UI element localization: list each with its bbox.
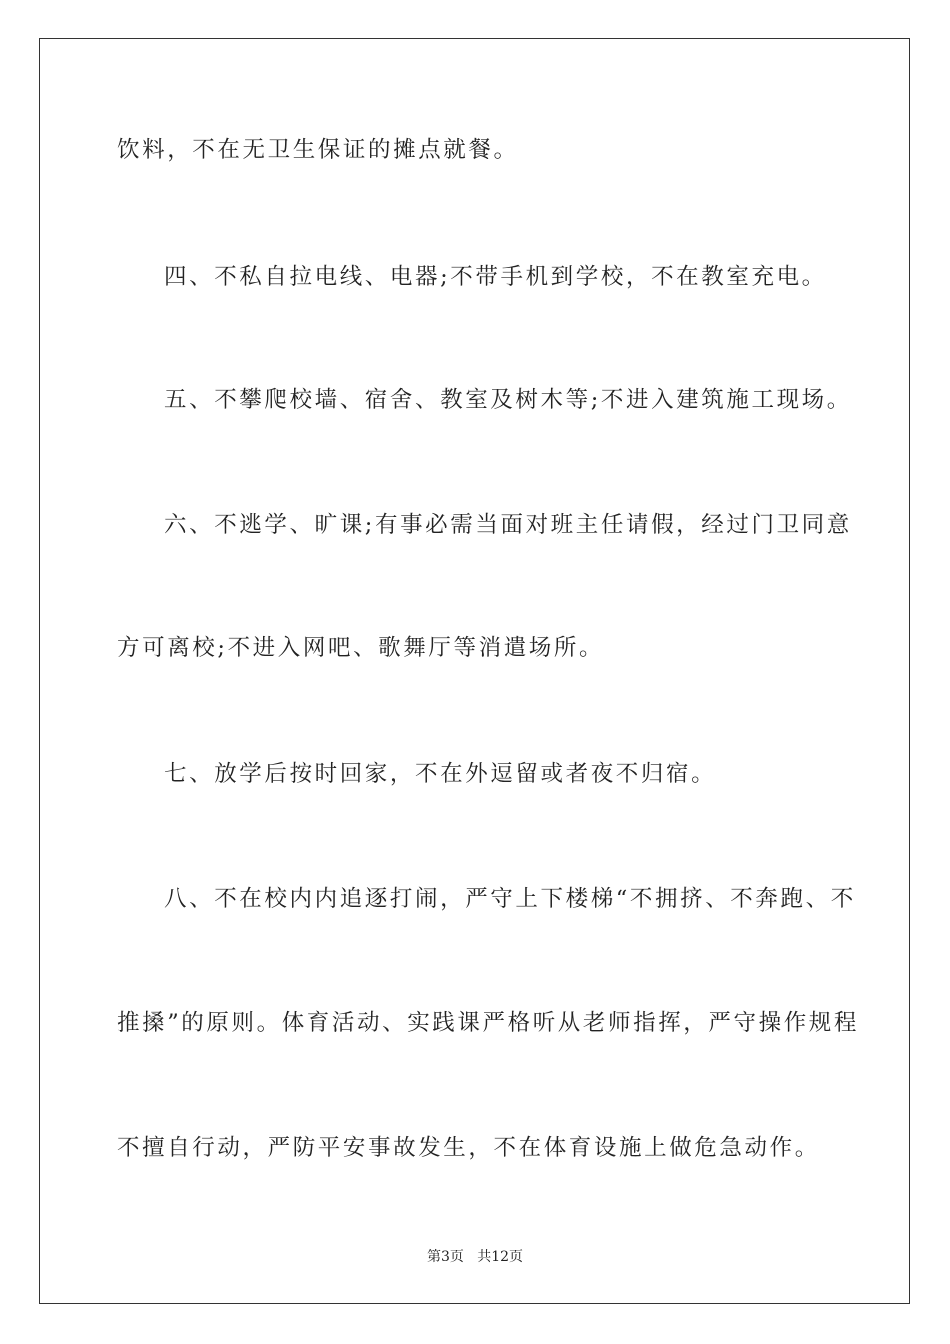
paragraph-line-1: 饮料，不在无卫生保证的摊点就餐。 (117, 137, 519, 163)
paragraph-line-3: 五、不攀爬校墙、宿舍、教室及树木等;不进入建筑施工现场。 (164, 387, 852, 413)
paragraph-line-7: 八、不在校内内追逐打闹，严守上下楼梯“不拥挤、不奔跑、不 (164, 886, 856, 912)
page-number-footer: 第3页 共12页 (426, 1249, 524, 1265)
paragraph-line-4: 六、不逃学、旷课;有事必需当面对班主任请假，经过门卫同意 (164, 512, 852, 538)
paragraph-line-6: 七、放学后按时回家，不在外逗留或者夜不归宿。 (164, 761, 717, 787)
paragraph-line-5: 方可离校;不进入网吧、歌舞厅等消遣场所。 (117, 635, 605, 661)
paragraph-line-8: 推搡”的原则。体育活动、实践课严格听从老师指挥，严守操作规程 (117, 1010, 860, 1036)
paragraph-line-2: 四、不私自拉电线、电器;不带手机到学校，不在教室充电。 (164, 264, 827, 290)
page-frame (39, 38, 910, 1304)
paragraph-line-9: 不擅自行动，严防平安事故发生，不在体育设施上做危急动作。 (117, 1135, 820, 1161)
